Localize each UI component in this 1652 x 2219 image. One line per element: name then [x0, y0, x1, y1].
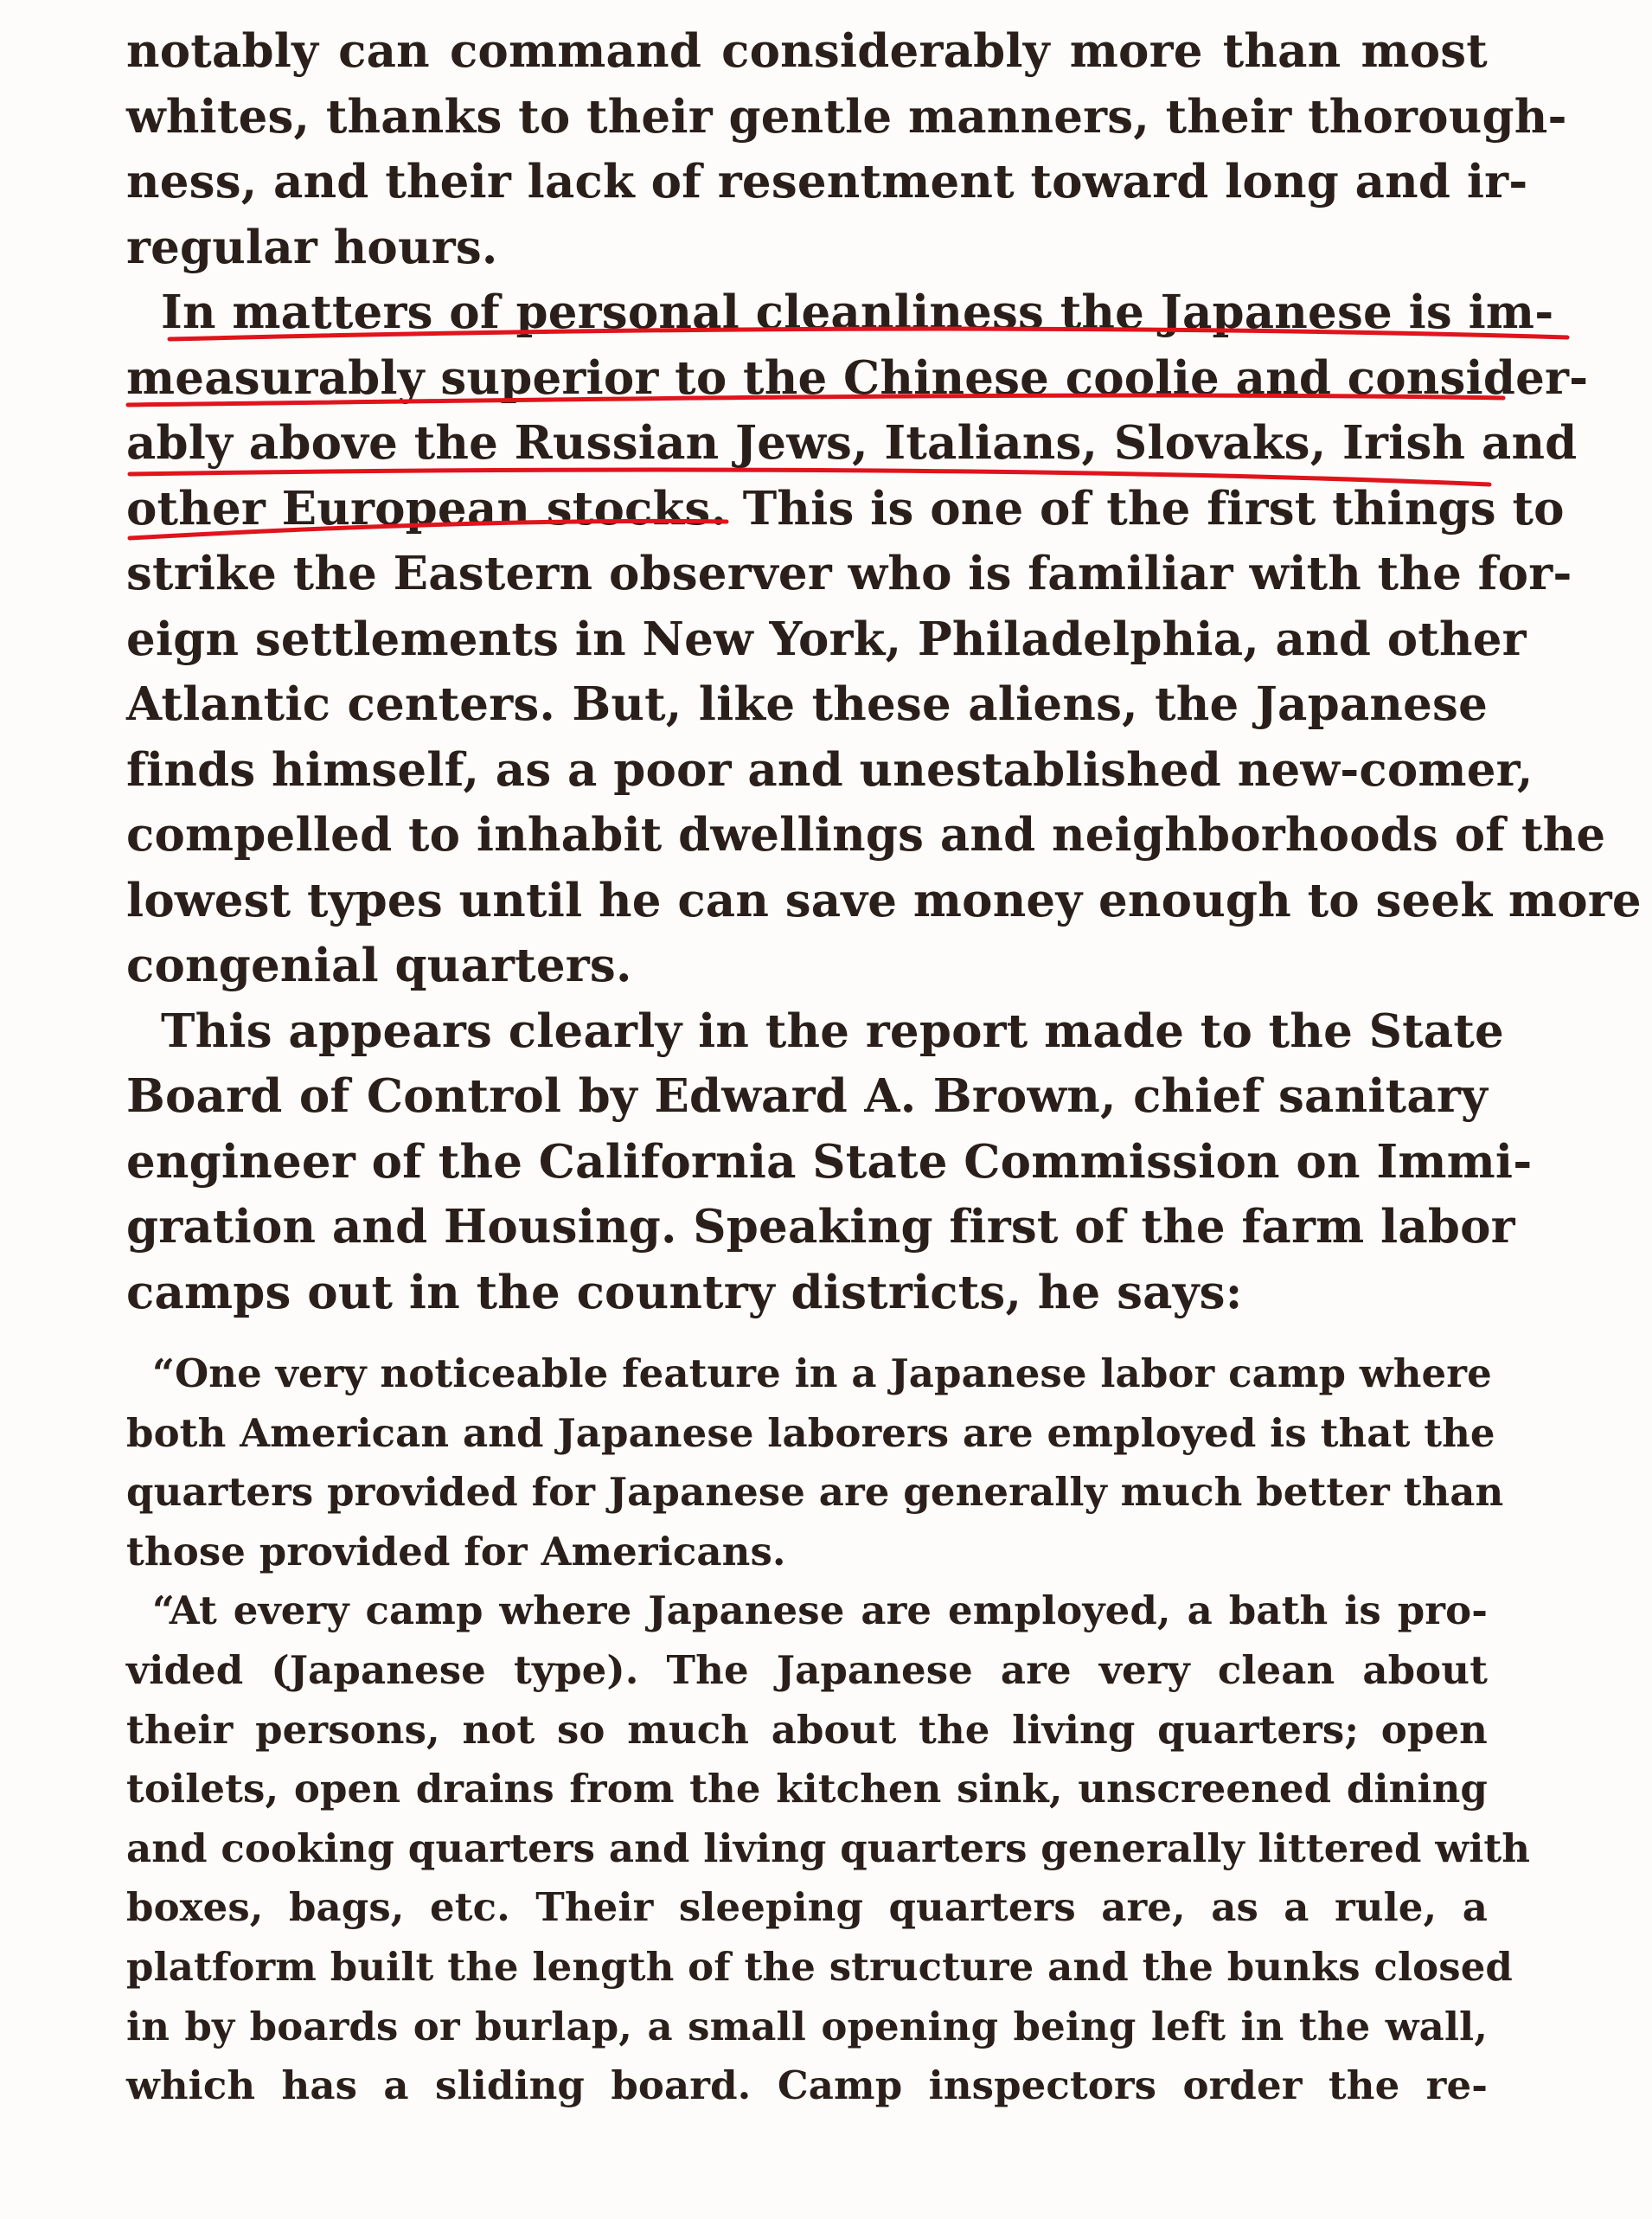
text-line: other European stocks. This is one of the first things to: [126, 481, 1565, 536]
quote-line: vided (Japanese type). The Japanese are very clean about: [126, 1646, 1488, 1693]
quote-paragraph-1: [126, 1344, 1504, 1581]
text-line: regular hours.: [126, 220, 498, 274]
text-line: ness, and their lack of resentment toward long and ir-: [126, 155, 1528, 208]
quote-line: quarters provided for Japanese are generally much better than: [126, 1469, 1504, 1516]
text-line-underlined: ably above the Russian Jews, Italians, Slovaks, Irish and: [126, 416, 1578, 470]
text-line: eign settlements in New York, Philadelphia, and other: [126, 612, 1527, 666]
quote-line: platform built the length of the structure and the bunks closed: [126, 1943, 1513, 1990]
text-line: engineer of the California State Commission on Immi-: [126, 1134, 1533, 1189]
paragraph-3: [126, 999, 1533, 1326]
text-line-underlined: measurably superior to the Chinese coolie and consider-: [126, 350, 1589, 405]
quote-line: both American and Japanese laborers are employed is that the: [126, 1409, 1495, 1456]
text-line-underlined: In matters of personal cleanliness the Japanese is im-: [161, 285, 1554, 339]
paragraph-1: [126, 19, 1567, 280]
text-column: [126, 19, 1642, 2116]
text-line: Board of Control by Edward A. Brown, chief sanitary: [126, 1069, 1488, 1123]
text-line: whites, thanks to their gentle manners, their thorough-: [126, 89, 1567, 144]
text-line: Atlantic centers. But, like these aliens, the Japanese: [126, 677, 1488, 731]
quote-line: and cooking quarters and living quarters generally littered with: [126, 1825, 1531, 1871]
text-line: notably can command considerably more than most: [126, 24, 1488, 78]
quote-line: in by boards or burlap, a small opening being left in the wall,: [126, 2003, 1488, 2049]
text-line: camps out in the country districts, he says:: [126, 1265, 1243, 1319]
quote-line: boxes, bags, etc. Their sleeping quarters are, as a rule, a: [126, 1884, 1488, 1931]
text-line: congenial quarters.: [126, 939, 632, 992]
quote-paragraph-2: [126, 1581, 1531, 2115]
quote-line: their persons, not so much about the living quarters; open: [126, 1706, 1488, 1753]
text-line: strike the Eastern observer who is familiar with the for-: [126, 547, 1572, 600]
quote-line: toilets, open drains from the kitchen sink, unscreened dining: [126, 1766, 1488, 1812]
quote-line: “At every camp where Japanese are employed, a bath is pro-: [152, 1587, 1488, 1634]
text-line: This appears clearly in the report made to the State: [161, 1004, 1504, 1058]
text-line: compelled to inhabit dwellings and neighborhoods of the: [126, 808, 1606, 862]
quote-line: “One very noticeable feature in a Japanese labor camp where: [152, 1350, 1492, 1396]
paragraph-2-highlighted: [126, 280, 1642, 999]
text-line: gration and Housing. Speaking first of the farm labor: [126, 1200, 1515, 1254]
text-line: lowest types until he can save money enough to seek more: [126, 873, 1642, 927]
quote-line: which has a sliding board. Camp inspectors order the re-: [126, 2062, 1488, 2109]
quote-line: those provided for Americans.: [126, 1528, 786, 1574]
block-quote: [126, 1344, 1531, 2116]
text-line: finds himself, as a poor and unestablished new-comer,: [126, 742, 1534, 797]
